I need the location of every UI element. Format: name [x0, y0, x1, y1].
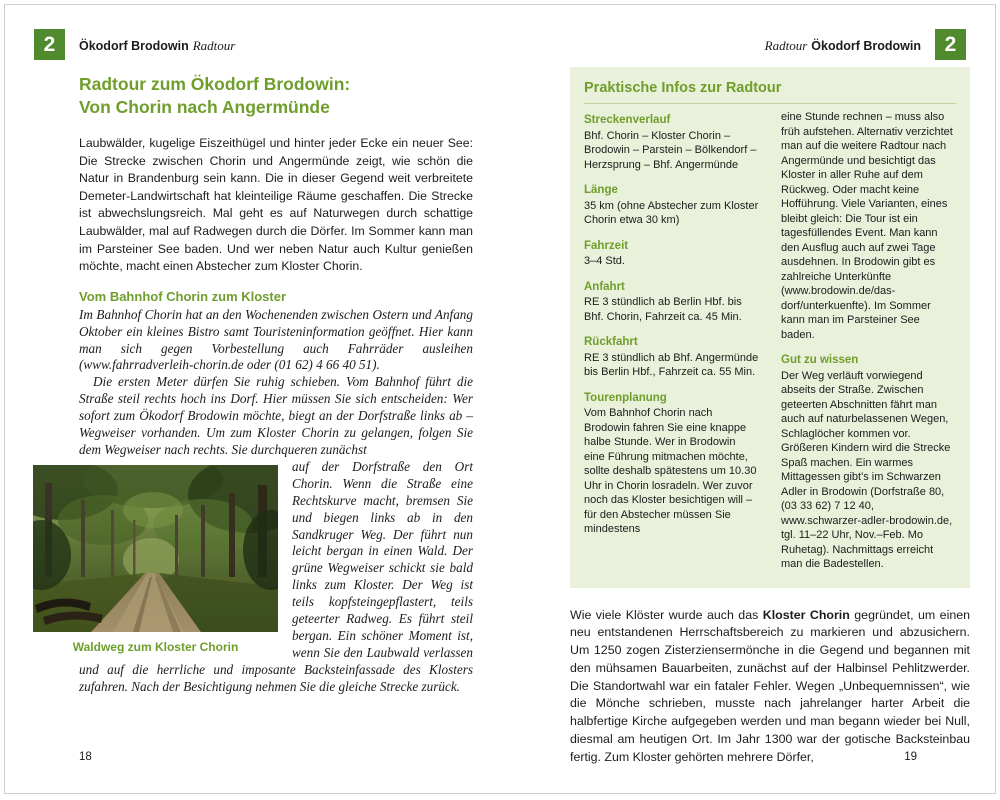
info-section-text: 3–4 Std.	[584, 255, 625, 267]
info-section-heading: Tourenplanung	[584, 391, 667, 404]
forest-path-photo	[33, 465, 278, 632]
kloster-chorin-paragraph	[570, 607, 970, 767]
kloster-chorin-bold: Kloster Chorin	[762, 607, 850, 622]
route-paragraph-2-rest: auf der Dorfstraße den Ort Chorin. Wenn die Straße eine Rechtskurve macht, bremsen Sie und biegen links ab in den Sandkruger Weg. Der führt nun leicht bergan in einen Wald. Der grüne Wegweiser schickt sie bald links zum Kloster. Der Weg ist teils kopfsteingepflastert, teils geteerter Radweg. Es führt steil bergan. Ein schöner Moment ist, wenn Sie den Laubwald verlassen und auf die herrliche und imposante Backsteinfassade des Klosters zufahren. Nach der Besichtigung nehmen Sie die gleiche Strecke zurück.	[79, 458, 473, 694]
chapter-number-left: 2	[34, 29, 65, 60]
body-text-post: gegründet, um einen neu entstandenen Herrschaftsbereich zu markieren und abzusichern. Um 1250 zogen Zisterziensermönche in die Gegend und begannen mit den mühsamen Bauarbeiten, zunächst auf der Halbinsel Pehlitzwerder. Die Standortwahl war ein fataler Fehler. Wegen „Unbequemnissen“, wie die Mönche schrieben, musste nach jahrelanger harter Arbeit die halbfertige Kirche aufgegeben werden und man begann wieder bei Null, diesmal am heutigen Ort. Im Jahr 1300 war der gotische Backsteinbau fertig. Zum Kloster gehörten mehrere Dörfer,	[570, 607, 970, 764]
info-section-text: RE 3 stündlich ab Bhf. Angermünde bis Berlin Hbf., Fahrzeit ca. 55 Min.	[584, 351, 759, 378]
running-head-left-subtitle: Radtour	[192, 38, 236, 53]
practical-info-box	[570, 67, 970, 588]
body-text-pre: Wie viele Klöster wurde auch das	[570, 607, 763, 622]
info-section	[781, 353, 956, 572]
photo-caption: Waldweg zum Kloster Chorin	[72, 639, 239, 654]
intro-paragraph: Laubwälder, kugelige Eiszeithügel und hinter jeder Ecke ein neuer See: Die Strecke zwischen Chorin und Angermünde zeigt, wie schön die Natur in Brandenburg sein kann. Die in dieser Gegend weit verbreitete Demeter-Landwirtschaft hat kleinteilige Räume geschaffen. Die Strecke ist abwechslungsreich. Mal geht es auf Naturwegen durch schattige Laubwälder, mal auf Radwegen durch die Dörfer. Im Sommer kann man im Parsteiner See baden. Und wer neben Natur auch Kultur genießen möchte, macht einen Abstecher zum Kloster Chorin.	[79, 136, 473, 274]
running-head-right-title: Ökodorf Brodowin	[811, 39, 921, 53]
info-section	[584, 183, 759, 228]
info-section-heading: Streckenverlauf	[584, 114, 671, 126]
infobox-columns	[584, 110, 956, 572]
right-page	[570, 67, 970, 767]
info-section	[584, 113, 759, 172]
info-section	[584, 239, 759, 269]
book-spread	[4, 4, 996, 794]
info-section-text: Bhf. Chorin – Kloster Chorin – Brodowin – Parstein – Bölkendorf – Herzsprung – Bhf. Angermünde	[584, 129, 757, 171]
info-section-text: RE 3 stündlich ab Berlin Hbf. bis Bhf. Chorin, Fahrzeit ca. 45 Min.	[584, 296, 742, 323]
route-paragraph-2-start: Die ersten Meter dürfen Sie ruhig schieben. Vom Bahnhof führt die Straße steil rechts hoch ins Dorf. Hier müssen Sie sich entscheiden: Wer sofort zum Ökodorf Brodowin möchte, biegt an der Dorfstraße links ab – Wegweiser vorhanden. Um zum Kloster Chorin zu gelangen, folgen Sie dem Wegweiser nach rechts. Sie durchqueren zunächst	[79, 374, 473, 457]
info-section-text: 35 km (ohne Abstecher zum Kloster Chorin etwa 30 km)	[584, 199, 759, 226]
info-section-text: eine Stunde rechnen – muss also früh aufstehen. Alternativ verzichtet man auf die weitere Radtour nach Angermünde und besichtigt das Kloster in aller Ruhe auf dem Rückweg. Oder macht keine Hofführung. Viele Varianten, eines bleibt gleich: Die Tour ist ein tagesfüllendes Event. Man kann den Ausflug auch auf zwei Tage ausdehnen. In Brodowin gibt es zahlreiche Unterkünfte (www.brodowin.de/das-dorf/unterkuenfte). Im Sommer kann man im Parsteiner See baden.	[781, 111, 953, 341]
article-title-line1: Radtour zum Ökodorf Brodowin:	[79, 74, 351, 94]
left-page	[72, 73, 473, 696]
info-section-text: Der Weg verläuft vorwiegend abseits der Straße. Zwischen geteerten Abschnitten fährt man auch auf naturbelassenen Wegen, Schlaglöcher kommen vor. Größeren Kindern wird die Strecke Spaß machen. Ein warmes Mittagessen gibt's im Schwarzen Adler in Brodowin (Dorfstraße 80, (03 33 62) 7 12 40, www.schwarzer-adler-brodowin.de, tgl. 11–22 Uhr, Nov.–Feb. Mo Ruhetag). Nachmittags erreicht man die Badestellen.	[781, 369, 953, 570]
info-section-heading: Rückfahrt	[584, 336, 638, 348]
running-head-left-title: Ökodorf Brodowin	[79, 39, 189, 53]
infobox-column-left	[584, 110, 759, 572]
info-section-heading: Gut zu wissen	[781, 354, 859, 366]
info-section-heading: Fahrzeit	[584, 239, 629, 252]
info-section	[781, 110, 956, 342]
info-section-text: Vom Bahnhof Chorin nach Brodowin fahren Sie eine knappe halbe Stunde. Wer in Brodowin eine Führung mitmachen möchte, sollte deshalb spätestens um 10.30 Uhr in Chorin losradeln. Wer zuvor noch das Kloster besichtigen will – für den Abstecher müssen Sie mindestens	[584, 407, 757, 535]
running-head-right	[765, 38, 921, 54]
route-paragraph-1: Im Bahnhof Chorin hat an den Wochenenden zwischen Ostern und Anfang Oktober ein kleines Bistro samt Touristeninformation geöffnet. Hier kann man sich gegen Vorbestellung auch Fahrräder ausleihen (www.fahrradverleih-chorin.de oder (01 62) 4 66 40 51).	[79, 306, 473, 373]
info-section-heading: Anfahrt	[584, 280, 625, 293]
info-section-heading: Länge	[584, 184, 618, 196]
info-section	[584, 335, 759, 380]
info-section	[584, 391, 759, 537]
page-number-right: 19	[904, 751, 917, 763]
chapter-number-right: 2	[935, 29, 966, 60]
page-number-left: 18	[79, 751, 92, 763]
photo-figure	[33, 465, 278, 656]
running-head-left	[79, 38, 235, 54]
infobox-column-right	[781, 110, 956, 572]
article-title	[79, 73, 473, 119]
running-head-right-subtitle: Radtour	[764, 38, 808, 53]
article-title-line2: Von Chorin nach Angermünde	[79, 97, 330, 117]
section-heading: Vom Bahnhof Chorin zum Kloster	[79, 288, 287, 304]
info-section	[584, 280, 759, 325]
route-description	[72, 306, 473, 696]
infobox-title: Praktische Infos zur Radtour	[584, 80, 956, 104]
